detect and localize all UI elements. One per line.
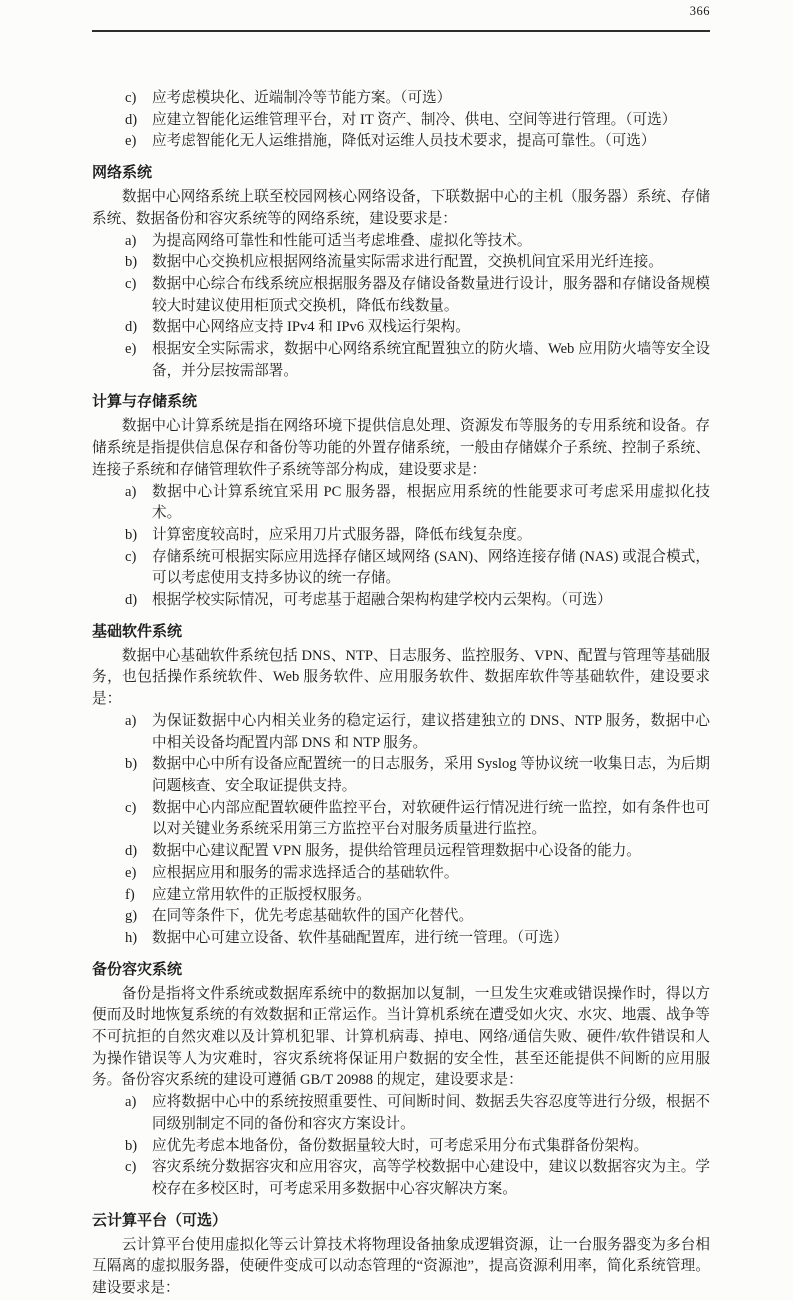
list-item <box>125 525 710 547</box>
page-number: 366 <box>689 4 710 18</box>
section-heading: 基础软件系统 <box>92 622 183 640</box>
list-item-label: a) <box>125 483 137 500</box>
list-item-label: d) <box>125 843 138 860</box>
list-item-label: d) <box>125 111 138 128</box>
list-item <box>125 863 710 885</box>
section-paragraph: 云计算平台使用虚拟化等云计算技术将物理设备抽象成逻辑资源，让一台服务器变为多台相互隔离的虚拟服务器，使硬件变成可以动态管理的“资源池”，提高资源利用率，简化系统管理。建设要求是： <box>92 1236 710 1297</box>
list-item-label: b) <box>125 254 138 271</box>
list-item <box>125 1157 710 1200</box>
list-item <box>125 1092 710 1135</box>
list-item-text: 应将数据中心中的系统按照重要性、可间断时间、数据丢失容忍度等进行分级，根据不同级别制定不同的备份和容灾方案设计。 <box>152 1094 710 1132</box>
list-item-text: 数据中心内部应配置软硬件监控平台，对软硬件运行情况进行统一监控，如有条件也可以对关键业务系统采用第三方监控平台对服务质量进行监控。 <box>152 799 710 838</box>
section-backup-disaster-recovery-system <box>92 959 710 1201</box>
list-item <box>125 885 710 907</box>
list-item-text: 在同等条件下，优先考虑基础软件的国产化替代。 <box>152 908 474 925</box>
list-item-label: d) <box>125 592 138 609</box>
section-paragraph: 数据中心计算系统是指在网络环境下提供信息处理、资源发布等服务的专用系统和设备。存储系统是指提供信息保存和备份等功能的外置存储系统，一般由存储媒介子系统、控制子系统、连接子系统和存储管理软件子系统等部分构成，建设要求是： <box>92 418 710 478</box>
list-item <box>125 482 710 525</box>
list-item <box>125 841 710 863</box>
section-basic-software-system <box>92 621 710 950</box>
list-item-text: 应考虑智能化无人运维措施，降低对运维人员技术要求，提高可靠性。（可选） <box>152 133 656 150</box>
list-item-label: a) <box>125 232 137 249</box>
requirement-list <box>92 482 710 612</box>
list-item <box>125 711 710 754</box>
list-item <box>125 88 710 110</box>
section-compute-storage-system <box>92 391 710 611</box>
document-body <box>92 88 710 1300</box>
requirement-list <box>92 231 710 383</box>
list-item-label: c) <box>125 1159 137 1176</box>
list-item-text: 为提高网络可靠性和性能可适当考虑堆叠、虚拟化等技术。 <box>152 232 532 249</box>
list-item-text: 根据安全实际需求，数据中心网络系统宜配置独立的防火墙、Web 应用防火墙等安全设备，并分层按需部署。 <box>152 341 710 379</box>
list-item <box>125 317 710 339</box>
list-item-text: 数据中心可建立设备、软件基础配置库，进行统一管理。（可选） <box>152 929 568 946</box>
list-item-label: f) <box>125 886 135 903</box>
list-item <box>125 928 710 950</box>
intro-requirement-list <box>92 88 710 153</box>
list-item <box>125 274 710 317</box>
list-item <box>125 798 710 841</box>
list-item-label: c) <box>125 275 137 292</box>
list-item-text: 存储系统可根据实际应用选择存储区域网络 (SAN)、网络连接存储 (NAS) 或混合模式，可以考虑使用支持多协议的统一存储。 <box>152 548 710 587</box>
list-item-label: c) <box>125 799 137 816</box>
list-item <box>125 252 710 274</box>
list-item-label: b) <box>125 526 138 543</box>
list-item-text: 应考虑模块化、近端制冷等节能方案。（可选） <box>152 90 452 106</box>
list-item-label: b) <box>125 756 138 773</box>
list-item-text: 应建立常用软件的正版授权服务。 <box>152 886 371 903</box>
list-item-text: 应优先考虑本地备份，备份数据量较大时，可考虑采用分布式集群备份架构。 <box>152 1137 649 1154</box>
list-item-text: 数据中心计算系统宜采用 PC 服务器，根据应用系统的性能要求可考虑采用虚拟化技术。 <box>152 483 710 522</box>
requirement-list <box>92 711 710 950</box>
section-network-system <box>92 162 710 382</box>
section-paragraph: 数据中心网络系统上联至校园网核心网络设备，下联数据中心的主机（服务器）系统、存储系统、数据备份和容灾系统等的网络系统，建设要求是： <box>92 189 710 227</box>
list-item-text: 为保证数据中心内相关业务的稳定运行，建议搭建独立的 DNS、NTP 服务，数据中心中相关设备均配置内部 DNS 和 NTP 服务。 <box>152 712 710 751</box>
list-item <box>125 131 710 153</box>
section-cloud-computing-platform <box>92 1210 710 1300</box>
section-heading: 云计算平台（可选） <box>92 1211 228 1229</box>
list-item-label: g) <box>125 908 138 925</box>
list-item-label: c) <box>125 90 137 106</box>
list-item-label: e) <box>125 133 137 150</box>
list-item-label: e) <box>125 341 137 358</box>
list-item-text: 根据学校实际情况，可考虑基于超融合架构构建学校内云架构。（可选） <box>152 592 612 609</box>
list-item-label: e) <box>125 864 137 881</box>
list-item-text: 应根据应用和服务的需求选择适合的基础软件。 <box>152 864 459 881</box>
list-item-text: 数据中心综合布线系统应根据服务器及存储设备数量进行设计，服务器和存储设备规模较大时建议使用柜顶式交换机，降低布线数量。 <box>152 275 710 314</box>
list-item-label: d) <box>125 319 138 336</box>
list-item-label: c) <box>125 548 137 565</box>
section-heading: 网络系统 <box>92 164 153 182</box>
list-item <box>125 231 710 253</box>
list-item-label: a) <box>125 1094 137 1111</box>
requirement-list <box>92 1092 710 1201</box>
list-item-text: 容灾系统分数据容灾和应用容灾，高等学校数据中心建设中，建议以数据容灾为主。学校存在多校区时，可考虑采用多数据中心容灾解决方案。 <box>152 1159 710 1197</box>
list-item-text: 数据中心中所有设备应配置统一的日志服务，采用 Syslog 等协议统一收集日志，为后期问题核查、安全取证提供支持。 <box>152 756 710 794</box>
list-item <box>125 547 710 590</box>
list-item <box>125 1136 710 1158</box>
header-rule <box>92 30 710 32</box>
list-item-text: 数据中心交换机应根据网络流量实际需求进行配置，交换机间宜采用光纤连接。 <box>152 254 663 271</box>
section-paragraph: 数据中心基础软件系统包括 DNS、NTP、日志服务、监控服务、VPN、配置与管理等基础服务，也包括操作系统软件、Web 服务软件、应用服务软件、数据库软件等基础软件，建设要求是： <box>92 647 710 708</box>
section-paragraph: 备份是指将文件系统或数据库系统中的数据加以复制，一旦发生灾难或错误操作时，得以方便而及时地恢复系统的有效数据和正常运作。当计算机系统在遭受如火灾、水灾、地震、战争等不可抗拒的自然灾难以及计算机犯罪、计算机病毒、掉电、网络/通信失败、硬件/软件错误和人为操作错误等人为灾难时，容灾系统将保证用户数据的安全性，甚至还能提供不间断的应用服务。备份容灾系统的建设可遵循 GB/T 20988 的规定，建设要求是： <box>92 985 710 1089</box>
section-heading: 备份容灾系统 <box>92 960 183 978</box>
list-item-text: 应建立智能化运维管理平台，对 IT 资产、制冷、供电、空间等进行管理。（可选） <box>152 111 677 128</box>
list-item-text: 数据中心建议配置 VPN 服务，提供给管理员远程管理数据中心设备的能力。 <box>152 843 641 860</box>
list-item-label: b) <box>125 1137 138 1154</box>
list-item <box>125 754 710 797</box>
list-item <box>125 339 710 382</box>
list-item-label: a) <box>125 712 137 729</box>
list-item <box>125 906 710 928</box>
list-item-text: 计算密度较高时，应采用刀片式服务器，降低布线复杂度。 <box>152 526 532 543</box>
list-item-text: 数据中心网络应支持 IPv4 和 IPv6 双栈运行架构。 <box>152 319 470 336</box>
section-heading: 计算与存储系统 <box>92 393 198 411</box>
list-item <box>125 110 710 132</box>
list-item <box>125 590 710 612</box>
list-item-label: h) <box>125 929 138 946</box>
